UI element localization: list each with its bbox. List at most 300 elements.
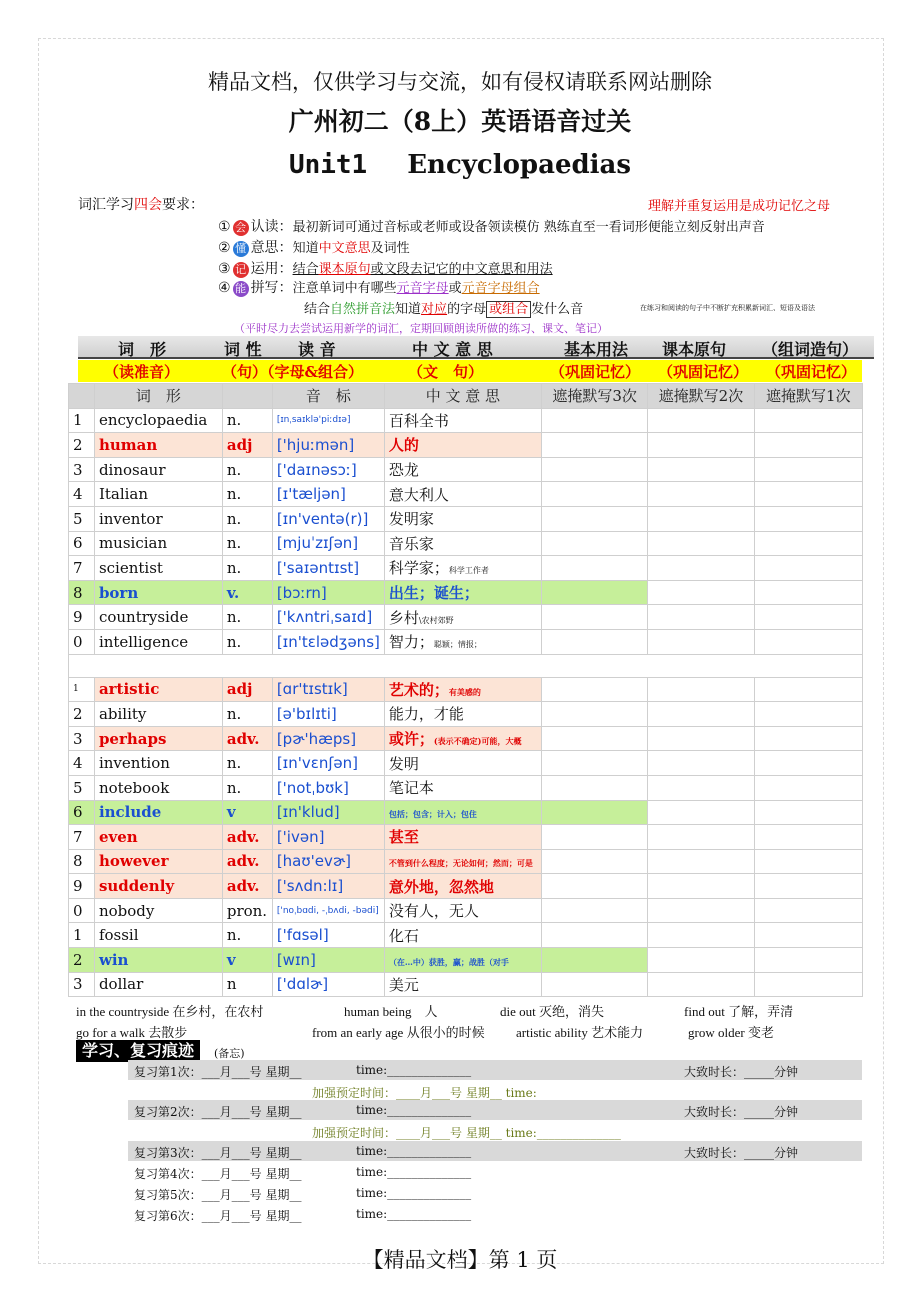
hr1-usage: 基本用法 (564, 340, 629, 359)
word: musician (94, 531, 222, 556)
phonetic: ['hjuːmən] (272, 433, 384, 458)
review-duration: 大致时长：_____分钟 (684, 1146, 799, 1160)
part-of-speech: adj (222, 677, 272, 702)
spacer-row (69, 654, 863, 677)
word: dollar (94, 972, 222, 997)
dictation-2 (648, 800, 754, 825)
meaning (384, 800, 541, 825)
dictation-3 (541, 751, 647, 776)
meaning (384, 825, 541, 850)
dictation-1 (754, 506, 862, 531)
review-plan-row (128, 1121, 862, 1141)
word: nobody (94, 898, 222, 923)
review-time: time:______________ (356, 1165, 472, 1179)
meaning-main: 美元 (388, 975, 419, 994)
vocab-requirement (78, 194, 204, 214)
dictation-3 (541, 726, 647, 751)
row-number: 4 (69, 482, 95, 507)
dictation-2 (648, 898, 754, 923)
vocab-row (69, 506, 863, 531)
vocab-row (69, 433, 863, 458)
phonetic: [ɪn'ventə(r)] (272, 506, 384, 531)
phonetic: [mjuˈzɪʃən] (272, 531, 384, 556)
meaning-main: 百科全书 (388, 411, 449, 430)
step-3-desc-b: 或文段去记它的中文意思和用法 (370, 262, 553, 277)
dictation-3 (541, 531, 647, 556)
part-of-speech: n. (222, 629, 272, 654)
s4l2-green: 自然拼音法 (330, 302, 396, 317)
hr2-f: （巩固记忆） (766, 363, 857, 381)
page-title: 广州初二（8上）英语语音过关 (288, 107, 632, 136)
dong-icon: 懂 (233, 241, 249, 257)
meaning (384, 531, 541, 556)
review-duration: 大致时长：_____分钟 (684, 1105, 799, 1119)
dictation-2 (648, 849, 754, 874)
dictation-2 (648, 580, 754, 605)
step-1 (218, 216, 765, 236)
vocab-req-label: 词汇学习 (78, 197, 134, 213)
dictation-3 (541, 702, 647, 727)
vocab-row (69, 849, 863, 874)
phonetic: [ɪ'tæljən] (272, 482, 384, 507)
phonetic: [ɪn'klud] (272, 800, 384, 825)
phonetic: [ɑr'tɪstɪk] (272, 677, 384, 702)
dictation-1 (754, 433, 862, 458)
phonetic: [bɔːrn] (272, 580, 384, 605)
word: inventor (94, 506, 222, 531)
review-date: 复习第4次：___月___号 星期__ (134, 1167, 302, 1181)
row-number: 9 (69, 874, 95, 899)
column-header-row (69, 384, 863, 409)
part-of-speech: pron. (222, 898, 272, 923)
meaning-main: 发明家 (388, 510, 434, 529)
meaning-main: 能力，才能 (388, 705, 464, 724)
meaning-main: 人的 (388, 436, 419, 455)
dictation-1 (754, 580, 862, 605)
phrase-cn: 变老 (747, 1025, 774, 1040)
page-header: 精品文档，仅供学习与交流，如有侵权请联系网站删除 (208, 70, 712, 94)
word: scientist (94, 556, 222, 581)
phonetic: ['dɑlɚ] (272, 972, 384, 997)
vocab-req-emph: 四会 (134, 197, 162, 213)
phrase-cn: 了解，弄清 (728, 1004, 794, 1019)
step-2-num: ② (218, 240, 231, 256)
header-row-2 (78, 360, 862, 382)
word: fossil (94, 923, 222, 948)
dictation-2 (648, 556, 754, 581)
row-number: 5 (69, 775, 95, 800)
hr2-c: （文 句） (408, 363, 484, 381)
phonetic: ['kʌntriˌsaɪd] (272, 605, 384, 630)
motto: 理解并重复运用是成功记忆之母 (648, 199, 831, 214)
dictation-1 (754, 702, 862, 727)
part-of-speech: adj (222, 433, 272, 458)
row-number: 2 (69, 948, 95, 973)
part-of-speech: n (222, 972, 272, 997)
unit-code: Unit1 (288, 150, 368, 180)
part-of-speech: n. (222, 482, 272, 507)
part-of-speech: n. (222, 605, 272, 630)
spacer-cell (69, 654, 863, 677)
row-number: 4 (69, 751, 95, 776)
hr1-pron: 读 音 (298, 340, 336, 359)
vocab-row (69, 800, 863, 825)
meaning-extra: 包括；包含；计入；包住 (388, 809, 477, 820)
dictation-1 (754, 800, 862, 825)
row-number: 8 (69, 849, 95, 874)
hr1-sentence: （组词造句） (762, 340, 859, 359)
col-pos (222, 384, 272, 409)
dictation-2 (648, 751, 754, 776)
s4l2-b: 知道 (395, 302, 422, 317)
hr1-word: 词 形 (118, 340, 167, 359)
hui-icon: 会 (233, 220, 249, 236)
hr1-textbook: 课本原句 (662, 340, 727, 359)
word: dinosaur (94, 457, 222, 482)
row-number: 3 (69, 972, 95, 997)
col-num (69, 384, 95, 409)
dictation-3 (541, 923, 647, 948)
row-number: 2 (69, 702, 95, 727)
header-row-1 (78, 336, 874, 359)
meaning (384, 948, 541, 973)
row-number: 1 (69, 923, 95, 948)
col-dictation-2: 遮掩默写2次 (648, 384, 754, 409)
s4l2-boxed: 或组合 (486, 301, 531, 318)
meaning-main: 科学家； (388, 559, 449, 578)
word: perhaps (94, 726, 222, 751)
meaning (384, 726, 541, 751)
meaning-main: 化石 (388, 926, 419, 945)
meaning-extra: 不管到什么程度；无论如何；然而；可是 (388, 858, 533, 869)
review-time: time:______________ (356, 1103, 472, 1117)
phonetic: ['daɪnəsɔː] (272, 457, 384, 482)
phrase-cn: 从很小的时候 (406, 1025, 485, 1040)
dictation-1 (754, 629, 862, 654)
reminder: （平时尽力去尝试运用新学的词汇，定期回顾朗读所做的练习、课文、笔记） (234, 322, 608, 335)
unit-title (0, 150, 920, 180)
dictation-2 (648, 408, 754, 433)
word: however (94, 849, 222, 874)
vocab-row (69, 972, 863, 997)
vocab-row (69, 605, 863, 630)
dictation-3 (541, 972, 647, 997)
part-of-speech: adv. (222, 825, 272, 850)
dictation-1 (754, 556, 862, 581)
meaning-main: 甚至 (388, 828, 419, 847)
col-word: 词 形 (94, 384, 222, 409)
dictation-2 (648, 531, 754, 556)
ji-icon: 记 (233, 262, 249, 278)
dictation-2 (648, 874, 754, 899)
dictation-1 (754, 605, 862, 630)
phonetic: [ɪn'tɛlədʒəns] (272, 629, 384, 654)
meaning-main: 意大利人 (388, 485, 449, 504)
dictation-3 (541, 556, 647, 581)
page-footer: 【精品文档】第 1 页 (362, 1248, 558, 1272)
part-of-speech: v (222, 948, 272, 973)
s4l2-a: 结合 (304, 302, 331, 317)
vocab-row (69, 531, 863, 556)
phonetic: ['fɑsəl] (272, 923, 384, 948)
phrase-item (344, 1001, 438, 1020)
phonetic: ['noˌbɑdi, -ˌbʌdi, -bədi] (272, 898, 384, 923)
dictation-3 (541, 800, 647, 825)
dictation-2 (648, 433, 754, 458)
vocab-row (69, 556, 863, 581)
review-time: time:______________ (356, 1186, 472, 1200)
phonetic: [ə'bɪlɪti] (272, 702, 384, 727)
step-4-desc-b: 或 (448, 281, 462, 296)
vocab-row (69, 726, 863, 751)
dictation-2 (648, 482, 754, 507)
row-number: 0 (69, 629, 95, 654)
phrase-en: human being (344, 1004, 412, 1019)
vocab-row (69, 457, 863, 482)
step-1-desc: 最初新词可通过音标或老师或设备领读模仿 熟练直至一看词形便能立刻反射出声音 (292, 220, 765, 235)
part-of-speech: n. (222, 702, 272, 727)
review-time: time:______________ (356, 1207, 472, 1221)
dictation-2 (648, 825, 754, 850)
phonetic: ['saɪəntɪst] (272, 556, 384, 581)
row-number: 6 (69, 800, 95, 825)
review-row (128, 1100, 862, 1120)
word: invention (94, 751, 222, 776)
word: Italian (94, 482, 222, 507)
step-3 (218, 258, 553, 278)
phrase-row-1 (76, 1001, 263, 1020)
row-number: 1 (69, 677, 95, 702)
meaning (384, 775, 541, 800)
dictation-3 (541, 605, 647, 630)
row-number: 2 (69, 433, 95, 458)
step-3-num: ③ (218, 261, 231, 277)
meaning-main: 发明 (388, 754, 419, 773)
meaning-main: 恐龙 (388, 461, 419, 480)
word: human (94, 433, 222, 458)
meaning (384, 408, 541, 433)
word: even (94, 825, 222, 850)
step-2-name: 意思： (250, 240, 293, 256)
dictation-2 (648, 457, 754, 482)
step-4 (218, 277, 540, 297)
vocab-row (69, 482, 863, 507)
dictation-3 (541, 677, 647, 702)
dictation-1 (754, 849, 862, 874)
dictation-3 (541, 506, 647, 531)
dictation-3 (541, 482, 647, 507)
step-4-line-2 (304, 298, 583, 317)
step-2-desc-red: 中文意思 (318, 241, 371, 256)
hr1-pos: 词 性 (224, 340, 262, 359)
row-number: 9 (69, 605, 95, 630)
review-plan-text: 加强预定时间：____月___号 星期__ time: (312, 1086, 537, 1100)
part-of-speech: n. (222, 408, 272, 433)
vocab-row (69, 898, 863, 923)
dictation-1 (754, 531, 862, 556)
vocab-row (69, 775, 863, 800)
dictation-1 (754, 482, 862, 507)
meaning-main: 艺术的； (388, 680, 449, 699)
study-trace-label (76, 1040, 200, 1062)
dictation-3 (541, 948, 647, 973)
s4l2-red: 对应 (421, 302, 448, 317)
meaning (384, 580, 541, 605)
review-row (128, 1060, 862, 1080)
phrase-en: in the countryside (76, 1004, 170, 1019)
step-1-name: 认读： (250, 219, 293, 235)
part-of-speech: n. (222, 531, 272, 556)
meaning-main: 没有人，无人 (388, 902, 479, 921)
part-of-speech: v (222, 800, 272, 825)
dictation-3 (541, 629, 647, 654)
review-date: 复习第5次：___月___号 星期__ (134, 1188, 302, 1202)
dictation-3 (541, 457, 647, 482)
meaning (384, 605, 541, 630)
part-of-speech: adv. (222, 849, 272, 874)
meaning-extra: 聪颖；情报； (433, 640, 482, 650)
word: artistic (94, 677, 222, 702)
row-number: 1 (69, 408, 95, 433)
hr2-a: （读准音） (104, 363, 180, 381)
dictation-3 (541, 849, 647, 874)
review-duration: 大致时长：_____分钟 (684, 1065, 799, 1079)
part-of-speech: n. (222, 923, 272, 948)
step-4-num: ④ (218, 280, 231, 296)
word: intelligence (94, 629, 222, 654)
dictation-1 (754, 825, 862, 850)
study-note: (备忘) (214, 1047, 245, 1060)
step-3-desc-a: 结合 (292, 262, 319, 277)
step-3-desc-red: 课本原句 (318, 262, 371, 277)
row-number: 0 (69, 898, 95, 923)
phrase-en: die out (500, 1004, 536, 1019)
row-number: 8 (69, 580, 95, 605)
dictation-1 (754, 677, 862, 702)
meaning-main: 智力； (388, 633, 434, 652)
phrase-item (76, 1022, 187, 1041)
word: ability (94, 702, 222, 727)
part-of-speech: adv. (222, 874, 272, 899)
vocab-row (69, 825, 863, 850)
meaning (384, 898, 541, 923)
dictation-1 (754, 775, 862, 800)
phonetic: [pɚ'hæps] (272, 726, 384, 751)
vocab-row (69, 948, 863, 973)
meaning-extra: (表示不确定)可能，大概 (433, 736, 522, 747)
review-row (128, 1141, 862, 1161)
dictation-1 (754, 898, 862, 923)
vocab-row (69, 874, 863, 899)
row-number: 3 (69, 457, 95, 482)
meaning-main: 或许； (388, 730, 434, 749)
vocab-req-suffix: 要求： (162, 197, 204, 213)
review-time: time:______________ (356, 1144, 472, 1158)
phrase-item (688, 1022, 774, 1041)
unit-name: Encyclopaedias (407, 150, 632, 180)
hr2-d: （巩固记忆） (550, 363, 641, 381)
phrase-en: artistic ability (516, 1025, 588, 1040)
row-number: 7 (69, 825, 95, 850)
row-number: 6 (69, 531, 95, 556)
phonetic: ['ivən] (272, 825, 384, 850)
phrase-cn: 人 (424, 1004, 438, 1019)
dictation-2 (648, 506, 754, 531)
review-date: 复习第6次：___月___号 星期__ (134, 1209, 302, 1223)
hr2-e: （巩固记忆） (658, 363, 749, 381)
review-time: time:______________ (356, 1063, 472, 1077)
vocab-row (69, 751, 863, 776)
meaning (384, 849, 541, 874)
phonetic: ['notˌbʊk] (272, 775, 384, 800)
dictation-3 (541, 408, 647, 433)
step-4-desc-purple: 元音字母 (396, 281, 449, 296)
dictation-1 (754, 972, 862, 997)
row-number: 5 (69, 506, 95, 531)
word: born (94, 580, 222, 605)
meaning (384, 629, 541, 654)
step-2 (218, 237, 410, 257)
part-of-speech: n. (222, 506, 272, 531)
phonetic: [ɪnˌsaɪklə'piːdɪə] (272, 408, 384, 433)
step-4-desc-orange: 元音字母组合 (461, 281, 540, 296)
vocab-table (68, 383, 863, 997)
dictation-3 (541, 898, 647, 923)
s4l2-d: 发什么音 (531, 302, 584, 317)
phrase-cn: 去散步 (148, 1025, 188, 1040)
meaning (384, 457, 541, 482)
row-number: 7 (69, 556, 95, 581)
part-of-speech: n. (222, 775, 272, 800)
dictation-2 (648, 726, 754, 751)
vocab-row (69, 580, 863, 605)
review-row (128, 1204, 862, 1224)
dictation-3 (541, 825, 647, 850)
dictation-1 (754, 408, 862, 433)
phonetic: [wɪn] (272, 948, 384, 973)
dictation-2 (648, 629, 754, 654)
word: notebook (94, 775, 222, 800)
dictation-1 (754, 923, 862, 948)
review-date: 复习第1次：___月___号 星期__ (134, 1065, 302, 1079)
col-ipa: 音 标 (272, 384, 384, 409)
meaning (384, 972, 541, 997)
phrase-en: from an early age (312, 1025, 404, 1040)
dictation-3 (541, 874, 647, 899)
col-dictation-1: 遮掩默写1次 (754, 384, 862, 409)
review-row (128, 1183, 862, 1203)
dictation-3 (541, 433, 647, 458)
dictation-1 (754, 874, 862, 899)
meaning-main: 乡村 (388, 608, 419, 627)
meaning-extra: 科学工作者 (448, 566, 489, 576)
vocab-row (69, 629, 863, 654)
vocab-row (69, 408, 863, 433)
word: suddenly (94, 874, 222, 899)
step-4-note: 在练习和阅读的句子中不断扩充积累新词汇、短语及语法 (640, 304, 815, 312)
review-row (128, 1162, 862, 1182)
hr2-b: （句）（字母&组合） (222, 363, 364, 381)
hr1-meaning: 中 文 意 思 (412, 340, 493, 359)
phrase-cn: 艺术能力 (591, 1025, 644, 1040)
step-1-num: ① (218, 219, 231, 235)
vocab-group-1 (69, 408, 863, 654)
dictation-1 (754, 457, 862, 482)
phrase-item (500, 1001, 604, 1020)
dictation-3 (541, 775, 647, 800)
step-2-desc-b: 及词性 (370, 241, 410, 256)
meaning (384, 482, 541, 507)
